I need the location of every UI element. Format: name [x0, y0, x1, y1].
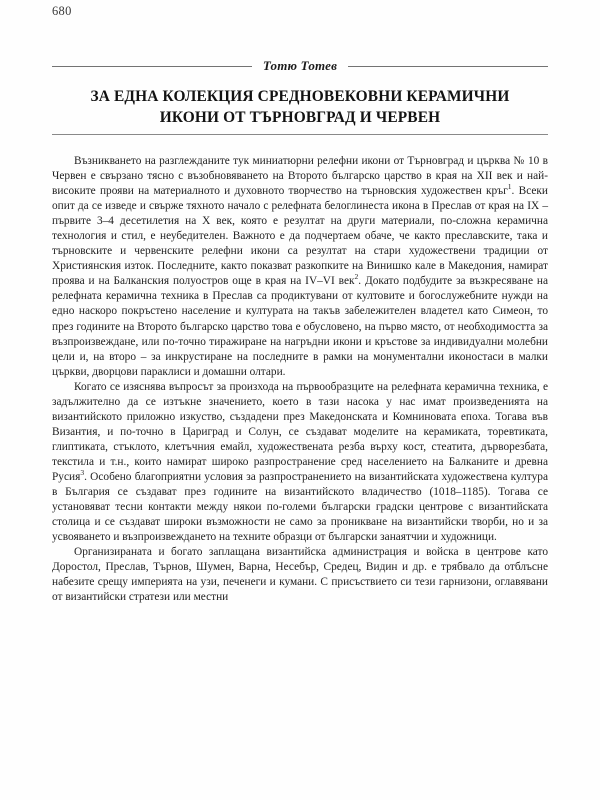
author-name: Тотю Тотев	[262, 58, 338, 73]
rule-left	[52, 66, 252, 67]
paragraph: Възникването на разглежданите тук миниатюрни релефни икони от Търновград и църква № 10 в Червен е свързано тясно с възобновяването на Второто българско царство в края на XII век и най-високите прояви на материалното и духовното творчество на търновския художествен кръг$^1$. Всеки опит да се изведе и свърже тяхното начало с релефната белоглинеста икона в Преслав от края на IX – първите 3–4 десетилетия на X век, която е резултат на други материали, по-сложна керамична технология и стил, е неубедителен. Важното е да подчертаем обаче, че както преславските, така и търновските и червенските релефни икони са резултат на стари художествени традиции от Християнския изток. Последните, както показват разкопките на Винишко кале в Македония, намират проява и на Балканския полуостров още в края на IV–VI век$^2$. Докато подбудите за възкресяване на релефната керамична техника в Преслав са продиктувани от култовите и богослужебните нужди на едно наскоро покръстено население и културата на такъв забележителен владетел като Симеон, то през годините на Второто българско царство това е обусловено, на първо място, от необходимостта за възпроизвеждане, или по-точно тиражиране на нагръдни икони и кръстове за индивидуални молебни цели и, на второ – за инкрустиране на последните в рамки на монументални иконостаси в малки църкви, дворцови параклиси и домашни олтари.	[52, 155, 548, 378]
article-title	[52, 86, 548, 128]
title-line-2: ИКОНИ ОТ ТЪРНОВГРАД И ЧЕРВЕН	[159, 109, 441, 126]
title-underrule	[52, 134, 548, 135]
paragraph: Организираната и богато заплащана византийска администрация и войска в центрове като Доростол, Преслав, Търнов, Шумен, Варна, Несебър, Средец, Видин и др. е трябвало да отблъсне набезите срещу империята на узи, печенеги и кумани. С присъствието си тези гарнизони, оглавявани от византийски стратези или местни	[52, 546, 548, 604]
paragraph: Когато се изяснява въпросът за произхода на първообразците на релефната керамична техника, е задължително да се изтъкне значението, което в тази насока у нас имат произведенията на византийското приложно изкуство, създадени през Македонската и Комниновата епоха. Тогава във Византия, и по-точно в Цариград и Солун, се създават моделите на керамиката, торевтиката, глиптиката, стъклото, клетъчния емайл, художествената резба върху кост, стеатита, дърворезбата, текстила и т.н., които намират широко разпространение сред населението на Балканите и древна Русия$^3$. Особено благоприятни условия за разпространението на византийската художествена култура в България се създават през годините на византийското владичество (1018–1185). Тогава се установяват тесни контакти между някои по-големи български градски центрове с византийската столица и се създават широки възможности не само за проникване на византийски творби, но и за усвояването и възпроизвеждането на техните образци от български занаятчии и художници.	[52, 380, 548, 544]
running-head-author-line	[52, 58, 548, 74]
footnote-marker: 2	[354, 272, 359, 282]
footnote-marker: 1	[507, 182, 512, 192]
footnote-marker: 3	[80, 468, 85, 478]
body-text	[52, 154, 548, 605]
title-line-1: ЗА ЕДНА КОЛЕКЦИЯ СРЕДНОВЕКОВНИ КЕРАМИЧНИ	[90, 88, 510, 105]
page-number: 680	[52, 4, 72, 18]
rule-right	[348, 66, 548, 67]
